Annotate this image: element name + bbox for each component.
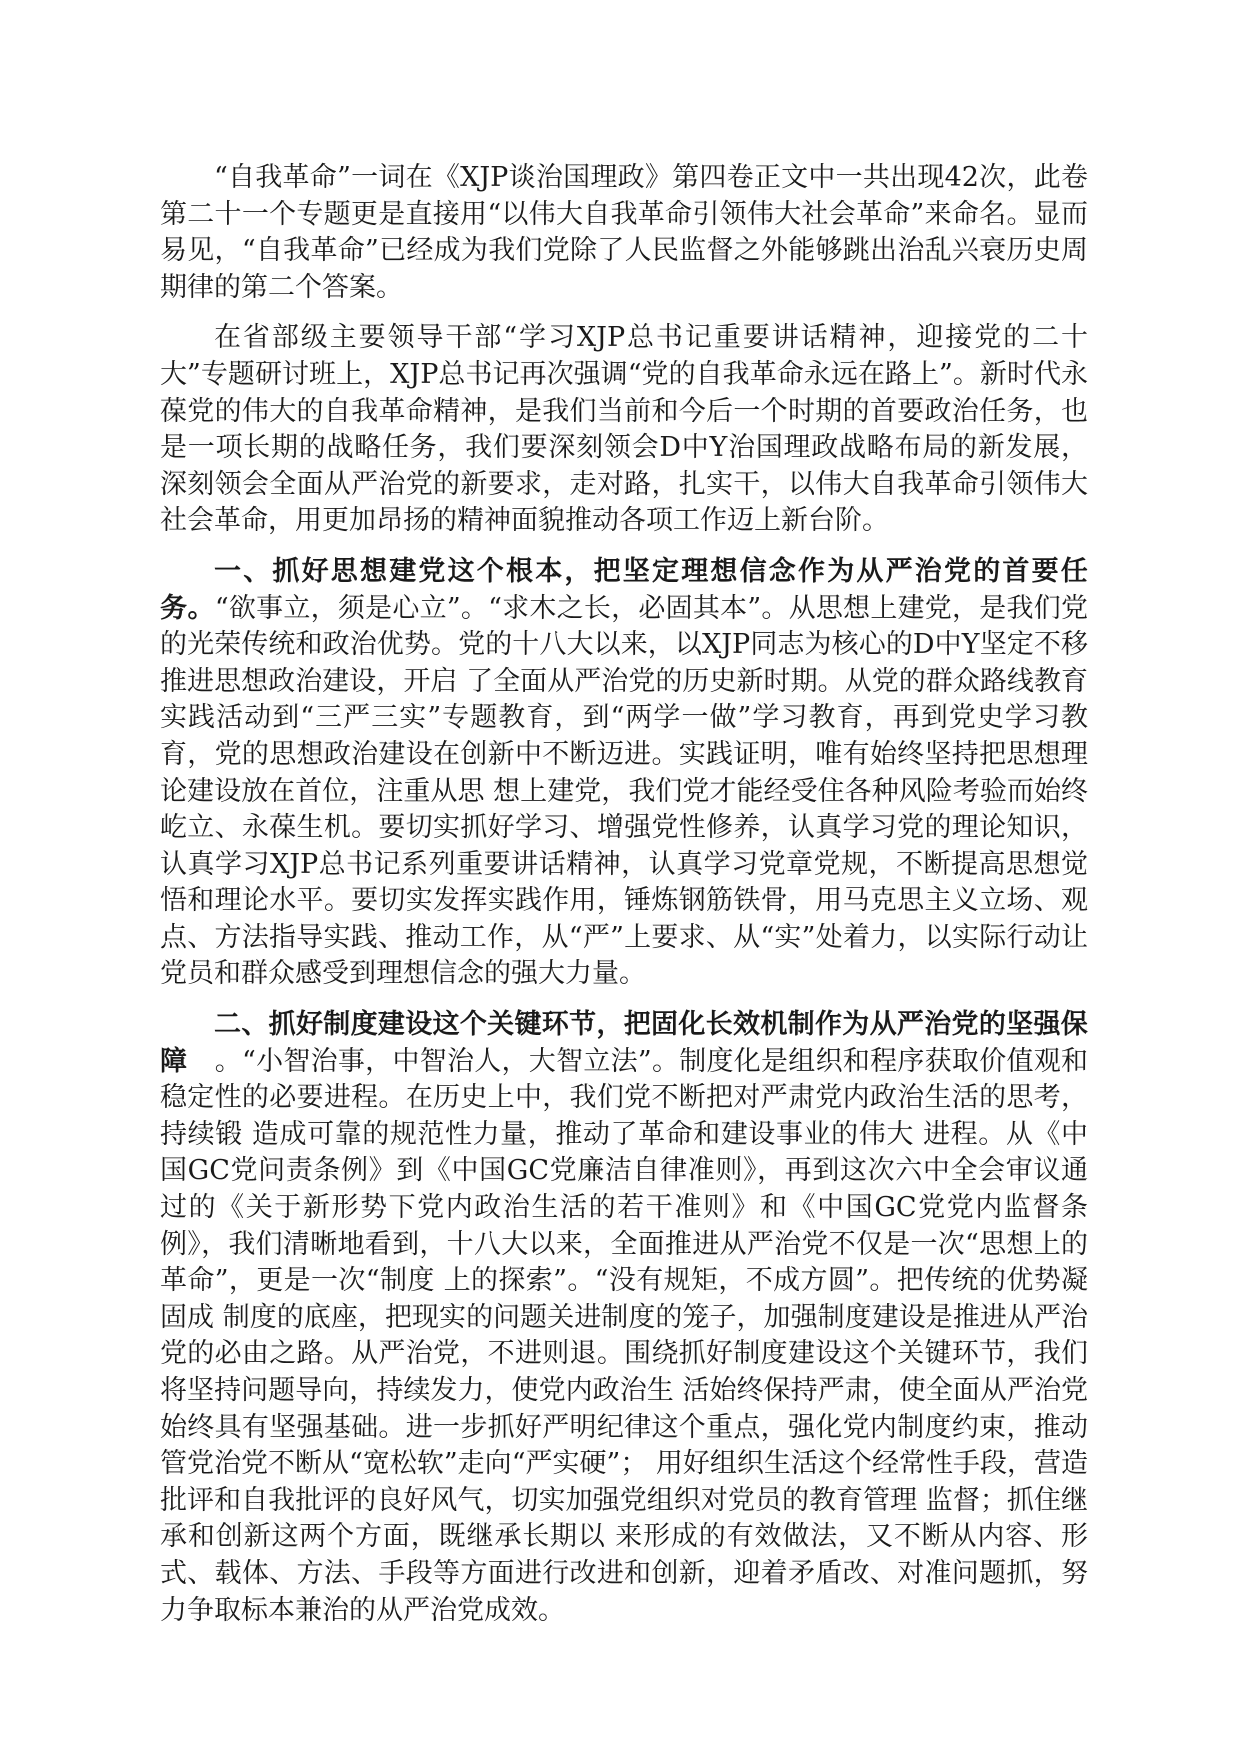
paragraph-seminar-emphasis bbox=[160, 320, 1088, 540]
paragraph-text: 。“小智治事，中智治人，大智立法”。制度化是组织和程序获取价值观和稳定性的必要进程。在历史上中，我们党不断把对严肃党内政治生活的思考，持续锻 造成可靠的规范性力量，推动了革命和建设事业的伟大 进程。从《中国GC党问责条例》到《中国GC党廉洁自律准则》，再到这次六中全会审议通过的《关于新形势下党内政治生活的若干准则》和《中国GC党党内监督条例》，我们清晰地看到，十八大以来，全面推进从严治党不仅是一次“思想上的革命”，更是一次“制度 上的探索”。“没有规矩，不成方圆”。把传统的优势凝固成 制度的底座，把现实的问题关进制度的笼子，加强制度建设是推进从严治党的必由之路。从严治党，不进则退。围绕抓好制度建设这个关键环节，我们将坚持问题导向，持续发力，使党内政治生 活始终保持严肃，使全面从严治党始终具有坚强基础。进一步抓好严明纪律这个重点，强化党内制度约束，推动管党治党不断从“宽松软”走向“严实硬”； 用好组织生活这个经常性手段，营造批评和自我批评的良好风气，切实加强党组织对党员的教育管理 监督；抓住继承和创新这两个方面，既继承长期以 来形成的有效做法，又不断从内容、形式、载体、方法、手段等方面进行改进和创新，迎着矛盾改、对准问题抓，努力争取标本兼治的从严治党成效。 bbox=[160, 1045, 1089, 1626]
paragraph-text: “自我革命”一词在《XJP谈治国理政》第四卷正文中一共出现42次，此卷第二十一个专题更是直接用“以伟大自我革命引领伟大社会革命”来命名。显而易见，“自我革命”已经成为我们党除了人民监督之外能够跳出治乱兴衰历史周期律的第二个答案。 bbox=[160, 162, 1088, 303]
section-heading-one: 一、抓好思想建党这个根本，把坚定理想信念作为从严治党的首要任务。 bbox=[160, 555, 1088, 624]
paragraph-section-two bbox=[160, 1007, 1088, 1629]
paragraph-text: 在省部级主要领导干部“学习XJP总书记重要讲话精神，迎接党的二十大”专题研讨班上，XJP总书记再次强调“党的自我革命永远在路上”。新时代永葆党的伟大的自我革命精神，是我们当前和今后一个时期的首要政治任务，也是一项长期的战略任务，我们要深刻领会D中Y治国理政战略布局的新发展，深刻领会全面从严治党的新要求，走对路，扎实干，以伟大自我革命引领伟大社会革命，用更加昂扬的精神面貌推动各项工作迈上新台阶。 bbox=[160, 322, 1088, 537]
paragraph-self-revolution-intro bbox=[160, 160, 1088, 306]
document-body bbox=[160, 160, 1088, 1629]
paragraph-text: “欲事立，须是心立”。“求木之长，必固其本”。从思想上建党，是我们党的光荣传统和政治优势。党的十八大以来，以XJP同志为核心的D中Y坚定不移推进思想政治建设，开启 了全面从严治党的历史新时期。从党的群众路线教育实践活动到“三严三实”专题教育，到“两学一做”学习教育，再到党史学习教育，党的思想政治建设在创新中不断迈进。实践证明，唯有始终坚持把思想理论建设放在首位，注重从思 想上建党，我们党才能经受住各种风险考验而始终屹立、永葆生机。要切实抓好学习、增强党性修养，认真学习党的理论知识，认真学习XJP总书记系列重要讲话精神，认真学习党章党规，不断提高思想觉悟和理论水平。要切实发挥实践作用，锤炼钢筋铁骨，用马克思主义立场、观点、方法指导实践、推动工作，从“严”上要求、从“实”处着力，以实际行动让党员和群众感受到理想信念的强大力量。 bbox=[160, 592, 1088, 990]
paragraph-section-one bbox=[160, 554, 1088, 993]
section-heading-two: 二、抓好制度建设这个关键环节，把固化长效机制作为从严治党的坚强保障 bbox=[160, 1009, 1088, 1077]
